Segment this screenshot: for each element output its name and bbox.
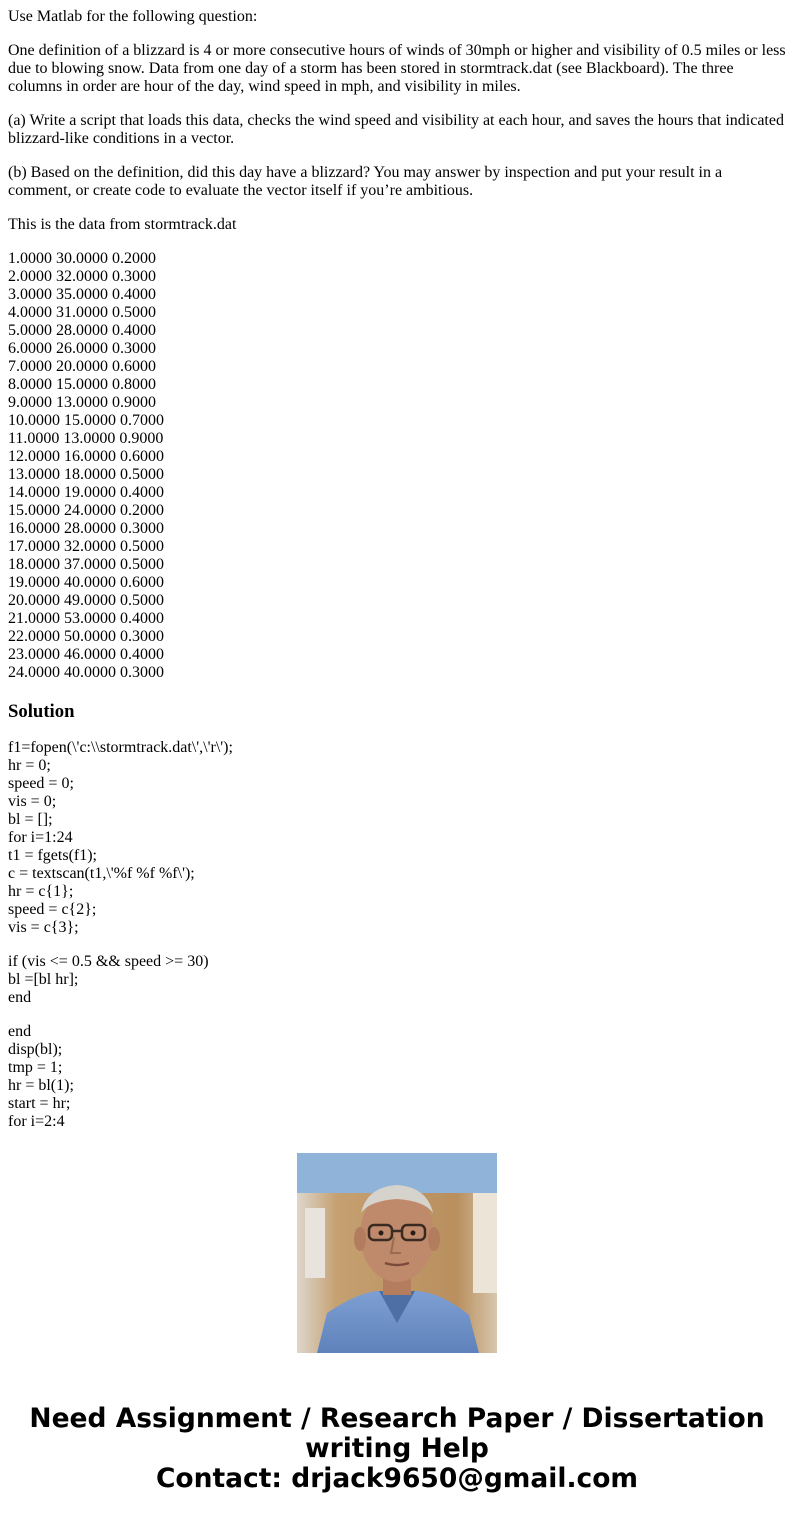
code-line: bl = []; (8, 811, 53, 828)
question-part-a: (a) Write a script that loads this data, checks the wind speed and visibility at each hour, and saves the hours that indicated blizzard-like conditions in a vector. (8, 112, 784, 147)
promo-line-2: writing Help (305, 1433, 489, 1464)
data-row: 23.0000 46.0000 0.4000 (8, 646, 164, 663)
data-row: 17.0000 32.0000 0.5000 (8, 538, 164, 555)
code-block (8, 1023, 788, 1131)
data-row: 15.0000 24.0000 0.2000 (8, 502, 164, 519)
code-line: end (8, 1023, 32, 1040)
code-block (8, 739, 788, 937)
code-line: vis = 0; (8, 793, 57, 810)
data-row: 16.0000 28.0000 0.3000 (8, 520, 164, 537)
code-line: bl =[bl hr]; (8, 971, 79, 988)
data-row: 20.0000 49.0000 0.5000 (8, 592, 164, 609)
question-definition: One definition of a blizzard is 4 or more consecutive hours of winds of 30mph or higher and visibility of 0.5 miles or less due to blowing snow. Data from one day of a storm has been stored in stormtrack.dat (see Blackboard). The three columns in order are hour of the day, wind speed in mph, and visibility in miles. (8, 42, 786, 95)
author-portrait-image (297, 1153, 497, 1353)
data-row: 24.0000 40.0000 0.3000 (8, 664, 164, 681)
data-row: 2.0000 32.0000 0.3000 (8, 268, 156, 285)
data-row: 9.0000 13.0000 0.9000 (8, 394, 156, 411)
code-line: c = textscan(t1,\'%f %f %f\'); (8, 865, 195, 882)
code-line: vis = c{3}; (8, 919, 79, 936)
code-line: speed = c{2}; (8, 901, 97, 918)
data-row: 10.0000 15.0000 0.7000 (8, 412, 164, 429)
author-avatar (297, 1153, 497, 1353)
data-row: 1.0000 30.0000 0.2000 (8, 250, 156, 267)
promo-contact: Contact: drjack9650@gmail.com (155, 1463, 639, 1494)
data-row: 18.0000 37.0000 0.5000 (8, 556, 164, 573)
code-line: tmp = 1; (8, 1059, 63, 1076)
question-intro: Use Matlab for the following question: (8, 8, 258, 25)
data-row: 19.0000 40.0000 0.6000 (8, 574, 164, 591)
code-line: if (vis <= 0.5 && speed >= 30) (8, 953, 209, 970)
question-content (8, 8, 788, 1130)
data-row: 14.0000 19.0000 0.4000 (8, 484, 164, 501)
promo-text (0, 1404, 794, 1494)
data-intro: This is the data from stormtrack.dat (8, 216, 237, 233)
promo-line-1: Need Assignment / Research Paper / Dissertation (29, 1403, 765, 1434)
data-row: 4.0000 31.0000 0.5000 (8, 304, 156, 321)
solution-heading: Solution (8, 701, 75, 722)
data-row: 22.0000 50.0000 0.3000 (8, 628, 164, 645)
question-part-b: (b) Based on the definition, did this day have a blizzard? You may answer by inspection and put your result in a comment, or create code to evaluate the vector itself if you’re ambitious. (8, 164, 723, 199)
code-block (8, 953, 788, 1007)
code-line: t1 = fgets(f1); (8, 847, 97, 864)
data-row: 7.0000 20.0000 0.6000 (8, 358, 156, 375)
data-row: 12.0000 16.0000 0.6000 (8, 448, 164, 465)
promo-footer (0, 1153, 794, 1523)
data-row: 8.0000 15.0000 0.8000 (8, 376, 156, 393)
code-line: disp(bl); (8, 1041, 63, 1058)
data-row: 13.0000 18.0000 0.5000 (8, 466, 164, 483)
data-row: 11.0000 13.0000 0.9000 (8, 430, 164, 447)
data-table (8, 250, 788, 682)
data-row: 5.0000 28.0000 0.4000 (8, 322, 156, 339)
code-line: hr = bl(1); (8, 1077, 74, 1094)
code-line: for i=2:4 (8, 1113, 65, 1130)
code-line: end (8, 989, 32, 1006)
data-row: 3.0000 35.0000 0.4000 (8, 286, 156, 303)
code-line: speed = 0; (8, 775, 74, 792)
data-row: 6.0000 26.0000 0.3000 (8, 340, 156, 357)
code-line: f1=fopen(\'c:\\stormtrack.dat\',\'r\'); (8, 739, 233, 756)
code-line: hr = c{1}; (8, 883, 74, 900)
code-line: hr = 0; (8, 757, 51, 774)
data-row: 21.0000 53.0000 0.4000 (8, 610, 164, 627)
code-line: for i=1:24 (8, 829, 73, 846)
code-line: start = hr; (8, 1095, 71, 1112)
